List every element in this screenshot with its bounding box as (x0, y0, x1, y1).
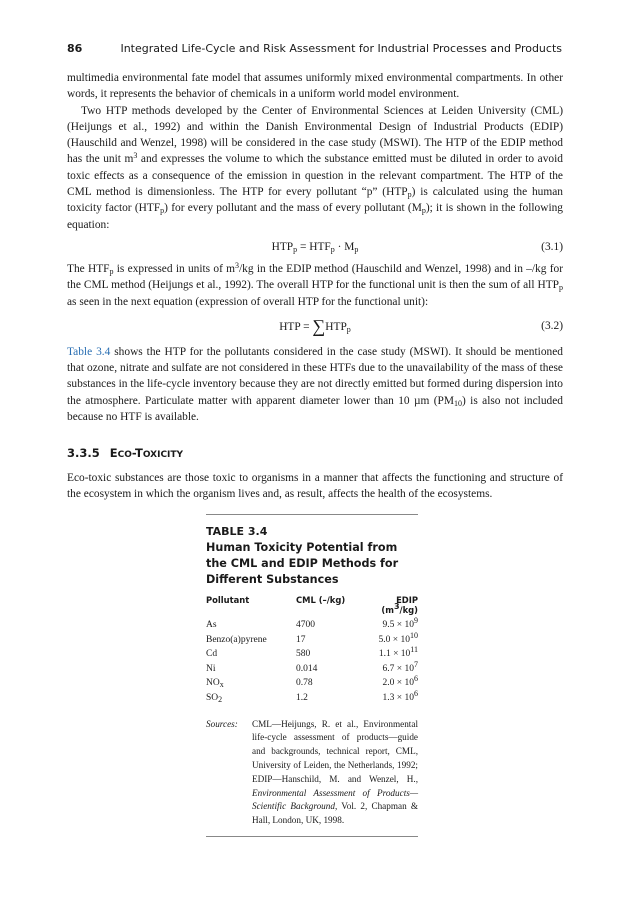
body-text-top (67, 70, 563, 425)
table-title: Human Toxicity Potential from the CML and EDIP Methods for Different Substances (206, 541, 399, 586)
table-header-row (206, 595, 418, 618)
header-cml: CML (–/kg) (296, 595, 346, 605)
table-3-4 (206, 514, 418, 837)
section-title: ECO-TOXICITY (109, 446, 184, 460)
cell-cml: 1.2 (296, 692, 308, 703)
cell-pollutant: $NO_x$ (206, 678, 224, 690)
cell-cml: 0.78 (296, 678, 313, 689)
section-number: 3.3.5 (67, 446, 100, 460)
cell-edip: $1.1 \times 10^{11}$ (378, 645, 418, 660)
table-row (206, 659, 418, 677)
cell-cml: 4700 (296, 620, 315, 630)
cell-edip: $6.7 \times 10^7$ (382, 659, 418, 674)
table-bottom-rule (206, 836, 418, 837)
table-top-rule (206, 514, 418, 515)
table-row (206, 688, 418, 706)
sources-label: Sources: (206, 718, 238, 729)
paragraph-5: Eco-toxic substances are those toxic to organisms in a manner that affects the functioning and structure of the ecosystem in which the organism lives and, as result, affects the health of the ecosystems. (67, 472, 563, 501)
page-number: 86 (67, 42, 83, 55)
equation-3-1 (67, 239, 563, 261)
table-body (206, 618, 418, 706)
table-sources (206, 718, 418, 828)
running-title: Integrated Life-Cycle and Risk Assessment for Industrial Processes and Products (120, 42, 562, 55)
cell-cml: 17 (296, 634, 306, 645)
table-row (206, 618, 418, 633)
cell-cml: 0.014 (296, 663, 318, 674)
summation-symbol: ∑ (312, 315, 326, 336)
table-label: TABLE 3.4 (206, 525, 268, 538)
header-edip: EDIP $(m^3/kg)$ (381, 595, 418, 615)
paragraph-4: Table 3.4 shows the HTP for the pollutants considered in the case study (MSWI). It should be mentioned that ozone, nitrate and sulfate are not considered in these HTFs due to the unavailability of the mass of these substances in the life-cycle inventory because they are not directly emitted but formed during dispersion into the atmosphere. Particulate matter with apparent diameter lower than 10 µm $(PM_{10})$ is also not included because no HTF is available. (67, 345, 563, 424)
table-3-4-link[interactable]: Table 3.4 (67, 345, 111, 358)
cell-cml: 580 (296, 649, 311, 660)
section-heading-3-3-5 (67, 446, 183, 460)
equation-3-2-expression: HTP = $\sum HTP_p$ (279, 315, 351, 336)
equation-3-1-number: (3.1) (541, 240, 563, 253)
table-row (206, 630, 418, 648)
body-text-eco-toxicity (67, 470, 563, 503)
sources-text: CML—Heijungs, R. et al., Environmental life-cycle assessment of products—guide and backgrounds, technical report, CML, University of Leiden, the Netherlands, 1992; EDIP—Hanschild, M. and Wenzel, H., Environmental Assessment of Products—Scientific Background, Vol. 2, Chapman & Hall, London, UK, 1998. (252, 718, 418, 826)
cell-pollutant: Benzo(a)pyrene (206, 634, 267, 645)
cell-edip: $1.3 \times 10^6$ (382, 688, 418, 703)
cell-edip: $2.0 \times 10^6$ (382, 674, 418, 689)
paragraph-2: Two HTP methods developed by the Center of Environmental Sciences at Leiden University (CML) (Heijungs et al., 1992) and within the Danish Environmental Design of Industrial Products (EDIP) (Hauschild and Wenzel, 1998) will be considered in the case study (MSWI). The HTP of the EDIP method has the unit $m^3$ and expresses the volume to which the substance emitted must be diluted in order to avoid toxic effects as a consequence of the emission in question in the relevant compartment. The HTP of the CML method is dimensionless. The HTP for every pollutant “p” $(HTP_p)$ is calculated using the human toxicity factor $(HTF_p)$ for every pollutant and the mass of every pollutant $(M_p)$; it is shown in the following equation: (67, 104, 563, 231)
table-row (206, 676, 418, 691)
cell-pollutant: Cd (206, 649, 218, 660)
cell-pollutant: Ni (206, 663, 216, 674)
running-header (67, 42, 562, 58)
paragraph-3: The $HTF_p$ is expressed in units of $m^3/kg$ in the EDIP method (Hauschild and Wenzel, 1998) and in –/kg for the CML method (Heijungs et al., 1992). The overall HTP for the functional unit is then the sum of all $HTP_p$ as seen in the next equation (expression of overall HTP for the functional unit): (67, 260, 563, 308)
equation-3-2 (67, 315, 563, 344)
cell-pollutant: $SO_2$ (206, 692, 223, 704)
header-pollutant: Pollutant (206, 595, 250, 605)
equation-3-1-expression: $HTP_p = HTF_p \cdot M_p$ (271, 240, 359, 254)
cell-pollutant: As (206, 620, 217, 630)
equation-3-2-number: (3.2) (541, 319, 563, 332)
cell-edip: $5.0 \times 10^{10}$ (378, 630, 418, 645)
paragraph-1: multimedia environmental fate model that assumes uniformly mixed environmental compartments. In other words, it represents the behavior of chemicals in a uniform world model environment. (67, 72, 563, 101)
table-row (206, 647, 418, 662)
cell-edip: $9.5 \times 10^9$ (382, 616, 418, 630)
